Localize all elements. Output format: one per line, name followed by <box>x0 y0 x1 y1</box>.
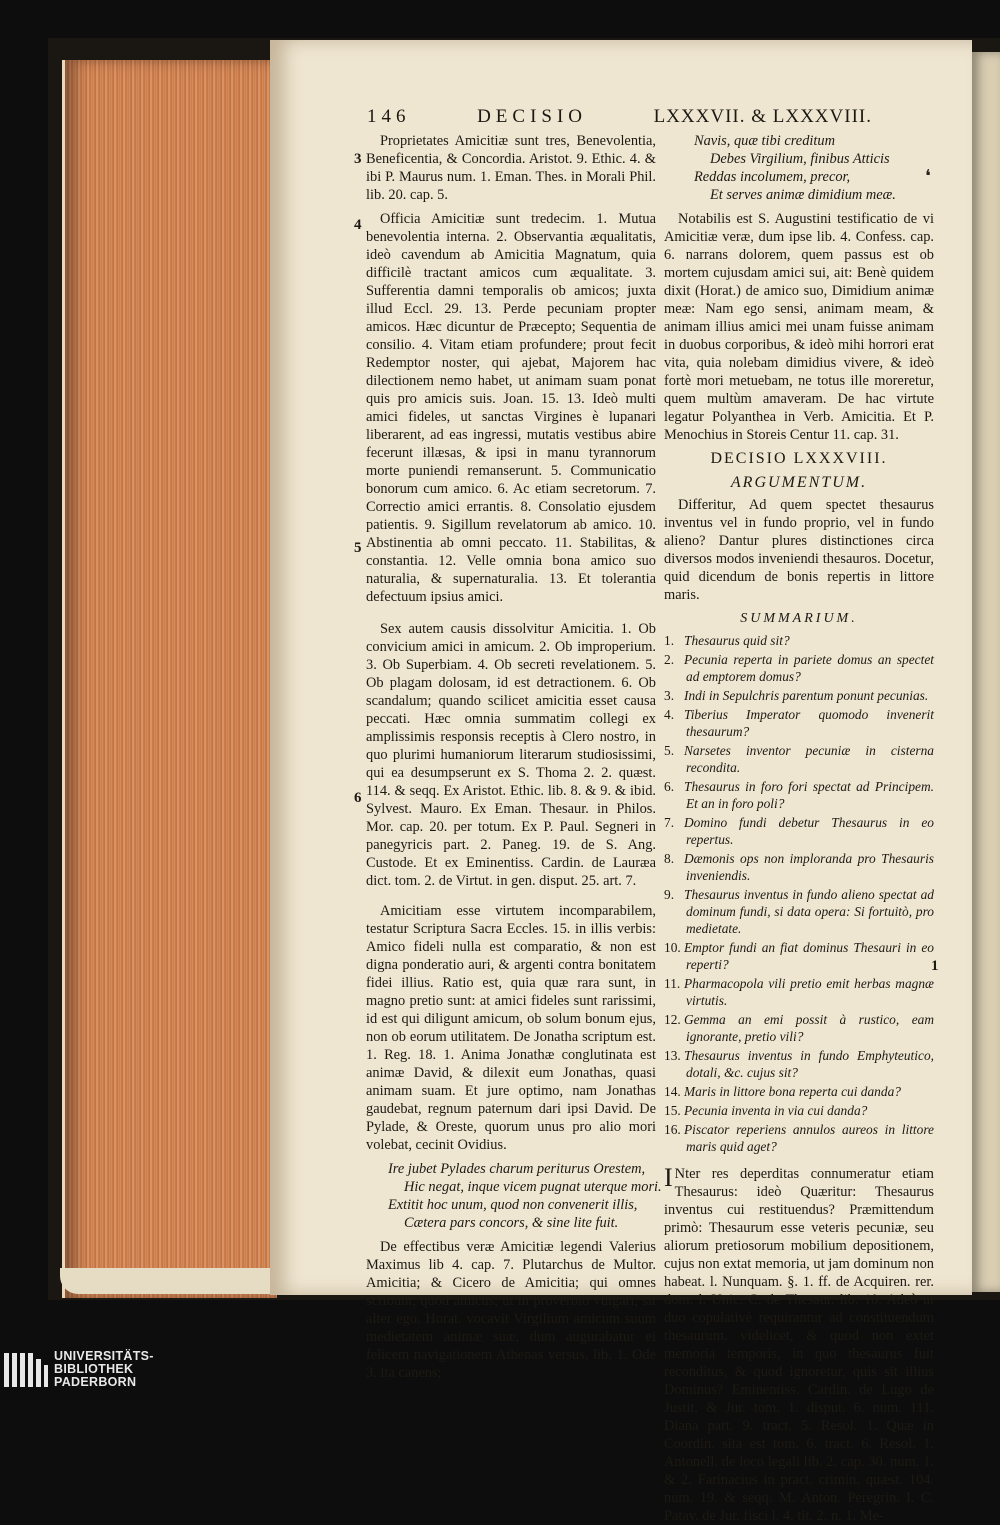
facing-page-edge <box>972 52 1000 1292</box>
margin-number: 6 <box>354 790 362 806</box>
left-column <box>366 132 662 1381</box>
running-title: DECISIO <box>477 106 588 127</box>
page-number: 146 <box>367 106 411 127</box>
argumentum-heading: ARGUMENTUM. <box>730 474 868 491</box>
verse-line: Ire jubet Pylades charum periturus Orestem, <box>388 1161 646 1177</box>
summarium-item: 5. Narsetes inventor pecuniæ in cisterna recondita. <box>664 743 934 775</box>
margin-number: 1 <box>931 958 939 974</box>
verse-horatius <box>694 132 934 204</box>
verse-line: Extitit hoc unum, quod non convenerit illis, <box>388 1197 638 1213</box>
summarium-item: 1. Thesaurus quid sit? <box>664 633 790 648</box>
summarium-item: 4. Tiberius Imperator quomodo invenerit thesaurum? <box>664 707 934 739</box>
pencil-mark: ❛ <box>925 166 931 186</box>
summarium-item: 12. Gemma an emi possit à rustico, eam ignorante, pretio vili? <box>664 1012 934 1044</box>
paragraph-effectus: De effectibus veræ Amicitiæ legendi Valerius Maximus lib 4. cap. 7. Plutarchus de Multor. Amicitia; & Cicero de Amicitia; qui omnes scribunt, quod amicus, ut in proverbio vulgari, sit alter ego. Horat. vocavit Virgilium amicum suum medietatem animæ suæ, dum augurabatur ei felicem navigationem Athenas versus, lib. 1. Ode 3. ita canens; <box>366 1239 656 1381</box>
summarium-item: 10. Emptor fundi an fiat dominus Thesauri in eo reperti? <box>664 940 934 972</box>
library-logo-icon <box>2 1349 50 1389</box>
verse-line: Navis, quæ tibi creditum <box>694 133 835 149</box>
logo-line: BIBLIOTHEK <box>54 1361 134 1376</box>
summarium-item: 13. Thesaurus inventus in fundo Emphyteutico, dotali, &c. cujus sit? <box>664 1048 934 1080</box>
verse-line: Cætera pars concors, & sine lite fuit. <box>404 1215 619 1231</box>
paragraph-thesaurus-text: Nter res deperditas connumeratur etiam Thesaurus: ideò Quæritur: Thesaurus inventus cui restituendus? Præmittendum primò: Thesaurum esse veteris pecuniæ, seu aliorum pretiosorum mobilium depositionem, cujus non extat memoria, ut jam dominum non habeat. l. Nunquam. §. 1. ff. de Acquiren. rer. dom. l. Unic. C. de Thesaur. lib. 10. Adeò ut duo copulativè requirantur ad constituendum thesaurum, videlicet, & quod non extet memoria temporis, in quo thesaurus fuit reconditus, & quod ignoretur, quis sit illius Dominus? Eminentiss. Cardin. de Lugo de Justit. & Jur. tom. 1. disput. 6. num. 111. Diana part. 9. tract. 5. Resol. 1. Quæ in Coordin. sita est tom. 6. tract. 6. Resol. 1. Antonell. de loco legali lib. 2. cap. 30. num. 1. & 2. Farinacius in pract. crimin. quæst. 104. num. 19. & seqq. M. Anton. Peregrin. l. C. Patav. de Jur. fisci l. 4. tit. 2. n. 1. Me- <box>664 1166 934 1524</box>
paragraph-proprietates: Proprietates Amicitiæ sunt tres, Benevolentia, Beneficentia, & Concordia. Aristot. 9. Ethic. 4. & ibi P. Maurus num. 1. Eman. Thes. in Morali Phil. lib. 20. cap. 5. <box>366 133 656 203</box>
paragraph-virtus: Amicitiam esse virtutem incomparabilem, testatur Scriptura Sacra Eccles. 15. in illis verbis: Amico fideli nulla est comparatio, & non est digna ponderatio auri, & argenti contra bonitatem fidei illius. Ratio est, quia quæ rara sunt, in magno pretio sunt: at amici fideles sunt rarissimi, id est qui diligunt amicum, ob solum bonum ejus, non ob eorum utilitatem. De Jonatha scriptum est. 1. Reg. 18. 1. Anima Jonathæ conglutinata est animæ David, & dilexit eum Jonathas, quasi animam suam. Et jure optimo, nam Jonathas gaudebat, regnum paternum dari ipsi David. De Pylade, & Oreste, quorum unus pro alio mori volebat, cecinit Ovidius. <box>366 903 656 1153</box>
paragraph-augustinus: Notabilis est S. Augustini testificatio de vi Amicitiæ veræ, dum ipse lib. 4. Confess. cap. 6. narrans dolorem, quem passus est ob mortem cujusdam amici sui, ait: Benè quidem dixit (Horat.) de amico suo, Dimidium animæ meæ: Nam ego sensi, animam meam, & animam illius amici mei unam fuisse animam in duobus corporibus, & ideò mihi horrori erat vita, quia nolebam dimidius vivere, & ideò fortè mori metuebam, ne totus ille moreretur, quem multùm amaveram. De hac virtute legatur Polyanthea in Verb. Amicitia. Et P. Menochius in Storeis Centur 11. cap. 31. <box>664 211 934 443</box>
decisio-numbers: LXXXVII. & LXXXVIII. <box>653 106 872 127</box>
library-logo-text <box>54 1350 154 1389</box>
summarium-item: 8. Dæmonis ops non imploranda pro Thesauris inveniendis. <box>664 851 934 883</box>
right-column <box>664 132 934 1524</box>
summarium-item: 3. Indi in Sepulchris parentum ponunt pecunias. <box>664 688 929 703</box>
summarium-item: 6. Thesaurus in foro fori spectat ad Principem. Et an in foro poli? <box>664 779 934 811</box>
logo-line: UNIVERSITÄTS- <box>54 1348 154 1363</box>
margin-number: 3 <box>354 151 362 167</box>
summarium-item: 7. Domino fundi debetur Thesaurus in eo repertus. <box>664 815 934 847</box>
verse-line: Hic negat, inque vicem pugnat uterque mori. <box>404 1179 662 1195</box>
book-fore-edge <box>62 60 277 1298</box>
library-logo <box>0 1344 170 1394</box>
decisio-heading: DECISIO LXXXVIII. <box>710 450 888 467</box>
summarium-item: 11. Pharmacopola vili pretio emit herbas magnæ virtutis. <box>664 976 934 1008</box>
verse-line: Reddas incolumem, precor, <box>694 169 851 185</box>
paragraph-causae: Sex autem causis dissolvitur Amicitia. 1. Ob convicium amici in amicum. 2. Ob improperium. 3. Ob Superbiam. 4. Ob secreti revelationem. 5. Ob plagam dolosam, id est detractionem. 6. Ob scandalum; quando scilicet amicitia esset causa peccati. Hæc omnia summatim collegi ex amplissimis responsis receptis à Clero nostro, in quo plurimi humaniorum literarum studiosissimi, qui ea desumpserunt ex S. Thoma 2. 2. quæst. 114. & seqq. Ex Aristot. Ethic. lib. 8. & 9. & ibid. Sylvest. Mauro. Ex Eman. Thesaur. in Philos. Mor. cap. 20. per totum. Ex P. Paul. Segneri in panegyricis part. 2. Paneg. 19. de S. Ang. Custode. Et ex Eminentiss. Cardin. de Lauræa dict. tom. 2. de Virtut. in gen. disput. 25. art. 7. <box>366 621 656 889</box>
book-edge-bottom <box>60 1268 280 1294</box>
paragraph-thesaurus <box>664 1165 934 1525</box>
paragraph-officia: Officia Amicitiæ sunt tredecim. 1. Mutua benevolentia interna. 2. Observantia æqualitatis, ideò cavendum ab Amicitia Magnatum, quia difficilè tractant amicos cum æqualitate. 3. Sufferentia damni temporalis ob amicos; juxta illud Eccl. 29. 13. Perde pecuniam propter amicos. Hæc dicuntur de Præcepto; Sequentia de consilio. 4. Vitam etiam profundere; prout fecit Redemptor noster, qui ajebat, Majorem hac dilectionem nemo habet, ut animam suam ponat quis pro amicis suis. Joan. 15. 13. Ideò multi amici fideles, ut sanctas Virgines è lupanari liberarent, ad eas ingressi, mutatis vestibus abire fecerunt illæsas, & ipsi in manu tyrannorum morte puniendi remanserunt. 5. Communicatio bonorum cum amico. 6. Ac etiam secretorum. 7. Correctio amici errantis. 8. Consolatio ejusdem patientis. 9. Sigillum revelatorum ab amico. 10. Abstinentia ab omni peccato. 11. Stabilitas, & constantia. 12. Velle omnia bona amico suo naturalia, & supernaturalia. 13. Et tolerantia defectuum ipsius amici. <box>366 211 656 605</box>
verse-line: Debes Virgilium, finibus Atticis <box>710 151 890 167</box>
summarium-item: 2. Pecunia reperta in pariete domus an spectet ad emptorem domus? <box>664 652 934 684</box>
verse-ovidius <box>388 1160 662 1232</box>
summarium-item: 16. Piscator reperiens annulos aureos in littore maris quid aget? <box>664 1122 934 1154</box>
running-head <box>367 106 872 132</box>
margin-number: 4 <box>354 217 362 233</box>
drop-cap: I <box>664 1163 673 1192</box>
logo-line: PADERBORN <box>54 1374 137 1389</box>
summarium-heading: SUMMARIUM. <box>740 611 858 626</box>
margin-number: 5 <box>354 540 362 556</box>
summarium-item: 15. Pecunia inventa in via cui danda? <box>664 1103 868 1118</box>
verse-line: Et serves animæ dimidium meæ. <box>710 187 896 203</box>
paragraph-argumentum: Differitur, Ad quem spectet thesaurus inventus vel in fundo proprio, vel in fundo alieno? Dantur plures distinctiones circa diversos modos inveniendi thesauros. Docetur, quid dicendum de bonis repertis in littore maris. <box>664 497 934 603</box>
summarium-item: 9. Thesaurus inventus in fundo alieno spectat ad dominum fundi, si data opera: Si fortuitò, pro medietate. <box>664 887 934 936</box>
summarium-list <box>664 632 934 1155</box>
summarium-item: 14. Maris in littore bona reperta cui danda? <box>664 1084 901 1099</box>
